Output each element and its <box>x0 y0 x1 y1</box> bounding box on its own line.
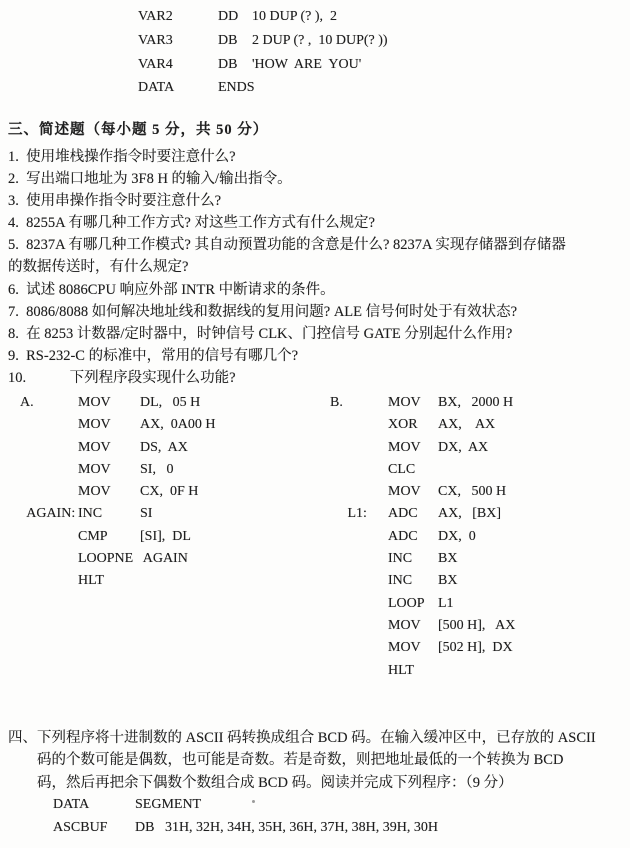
code-mnemonic: DD <box>218 9 239 24</box>
code-operands: SI <box>140 506 153 522</box>
code-line <box>330 660 515 682</box>
code-line <box>330 414 515 436</box>
code-label: A. <box>20 395 34 410</box>
question-line-9: 9. RS-232-C 的标准中，常用的信号有哪几个? <box>8 347 298 364</box>
code-line <box>20 437 215 459</box>
code-mnemonic: DB <box>218 32 238 48</box>
code-operands: CX, 0F H <box>140 484 199 500</box>
code-mnemonic: HLT <box>78 573 104 589</box>
code-line <box>53 794 596 816</box>
code-operands: DB 31H, 32H, 34H, 35H, 36H, 37H, 38H, 39H, 30H <box>135 819 438 835</box>
question-line-8: 8. 在 8253 计数器/定时器中，时钟信号 CLK、门控信号 GATE 分别起什么作用? <box>8 325 513 342</box>
code-operands: L1 <box>438 595 454 611</box>
code-label <box>330 660 388 682</box>
code-label <box>330 570 388 592</box>
code-line <box>20 481 215 503</box>
code-operands: AX, 0A00 H <box>140 417 216 433</box>
question-line-3: 3. 使用串操作指令时要注意什么? <box>8 193 222 210</box>
code-label: VAR3 <box>138 32 173 48</box>
code-operands: BX, 2000 H <box>438 395 514 410</box>
code-mnemonic: MOV <box>388 484 421 500</box>
code-label: VAR2 <box>138 9 173 24</box>
code-label <box>330 526 388 548</box>
code-operands: 2 DUP (? , 10 DUP(? )) <box>252 32 388 48</box>
code-label <box>20 459 78 481</box>
code-line <box>138 53 388 77</box>
code-line <box>138 5 388 29</box>
code-line <box>330 637 515 659</box>
code-operands: AX, [BX] <box>438 506 501 522</box>
code-operands: DS, AX <box>140 439 188 455</box>
code-line <box>20 526 215 548</box>
code-label <box>20 414 78 436</box>
code-line <box>330 593 515 615</box>
code-operands: BX <box>438 573 458 589</box>
code-line <box>330 459 515 481</box>
question-line-6: 6. 试述 8086CPU 响应外部 INTR 中断请求的条件。 <box>8 281 335 298</box>
code-mnemonic: MOV <box>78 461 111 477</box>
code-mnemonic: HLT <box>388 662 414 678</box>
code-mnemonic: MOV <box>78 395 111 410</box>
question-line-2: 2. 写出端口地址为 3F8 H 的输入/输出指令。 <box>8 171 292 188</box>
code-operands: DX, 0 <box>438 528 476 544</box>
code-line <box>138 29 388 53</box>
code-label <box>330 548 388 570</box>
code-mnemonic: MOV <box>388 617 421 633</box>
code-label <box>20 548 78 570</box>
code-operands: [SI], DL <box>140 528 191 544</box>
code-operands: DL, 05 H <box>140 395 201 410</box>
code-mnemonic: XOR <box>388 417 418 433</box>
program-b-listing <box>330 392 515 682</box>
section4-paragraph-line-2: 码的个数可能是偶数，也可能是奇数。若是奇数，则把地址最低的一个转换为 BCD <box>37 752 564 769</box>
code-line <box>330 503 515 525</box>
code-label <box>330 615 388 637</box>
code-line <box>330 437 515 459</box>
code-mnemonic: MOV <box>388 395 421 410</box>
code-label <box>330 481 388 503</box>
code-line <box>330 548 515 570</box>
code-line <box>20 459 215 481</box>
code-label: VAR4 <box>138 56 173 72</box>
code-operands: SEGMENT <box>135 797 202 813</box>
code-line <box>330 615 515 637</box>
section3-short-answer <box>8 118 566 389</box>
code-label: DATA <box>53 797 90 813</box>
code-mnemonic: ENDS <box>218 80 255 96</box>
section4-paragraph-line-1: 四、下列程序将十进制数的 ASCII 码转换成组合 BCD 码。在输入缓冲区中，已存放的 ASCII <box>8 730 596 746</box>
question-line-4: 4. 8255A 有哪几种工作方式? 对这些工作方式有什么规定? <box>8 215 375 232</box>
code-line <box>53 817 596 839</box>
code-mnemonic: MOV <box>78 484 111 500</box>
section4-code-listing <box>8 794 596 839</box>
code-operands: BX <box>438 551 458 567</box>
code-label: B. <box>330 395 343 410</box>
code-mnemonic: INC <box>388 551 413 567</box>
code-mnemonic: INC <box>78 506 103 522</box>
code-label: DATA <box>138 80 175 96</box>
code-line <box>20 503 215 525</box>
code-operands: 'HOW ARE YOU' <box>252 56 362 72</box>
code-line <box>138 76 388 100</box>
code-mnemonic: MOV <box>78 439 111 455</box>
code-line <box>330 526 515 548</box>
code-line <box>330 392 515 414</box>
code-mnemonic: CMP <box>78 528 108 544</box>
code-mnemonic: MOV <box>388 640 421 656</box>
code-line <box>20 548 215 570</box>
program-a-listing <box>20 392 215 593</box>
question-line-5: 5. 8237A 有哪几种工作模式? 其自动预置功能的含意是什么? 8237A 实现存储器到存储器 <box>8 237 566 254</box>
code-label <box>330 437 388 459</box>
code-label <box>330 637 388 659</box>
code-mnemonic: MOV <box>78 417 111 433</box>
code-operands: 10 DUP (? ), 2 <box>252 9 338 24</box>
code-operands: SI, 0 <box>140 461 174 477</box>
section4-program-completion <box>8 727 596 839</box>
code-label: AGAIN: <box>20 506 76 522</box>
code-label <box>20 481 78 503</box>
code-operands: [500 H], AX <box>438 617 516 633</box>
section4-paragraph-line-3: 码，然后再把余下偶数个数组合成 BCD 码。阅读并完成下列程序：（9 分） <box>37 774 513 791</box>
code-mnemonic: ADC <box>388 506 418 522</box>
code-line <box>20 414 215 436</box>
code-operands: AGAIN <box>140 551 188 567</box>
code-mnemonic: LOOPNE <box>78 551 134 567</box>
data-segment-listing <box>138 5 388 100</box>
question-line-1: 1. 使用堆栈操作指令时要注意什么? <box>8 149 236 165</box>
code-label: ASCBUF <box>53 819 108 835</box>
code-operands: AX, AX <box>438 417 496 433</box>
code-line <box>330 481 515 503</box>
code-mnemonic: DB <box>218 56 238 72</box>
section3-heading: 三、简述题（每小题 5 分，共 50 分） <box>8 122 269 138</box>
code-label <box>330 414 388 436</box>
code-label <box>20 526 78 548</box>
code-operands: DX, AX <box>438 439 489 455</box>
code-line <box>20 392 215 414</box>
code-mnemonic: CLC <box>388 461 416 477</box>
question-line-10: 10. 下列程序段实现什么功能? <box>8 369 236 386</box>
code-mnemonic: LOOP <box>388 595 425 611</box>
code-label <box>20 437 78 459</box>
question-line-5-wrap: 的数据传送时，有什么规定? <box>8 259 189 276</box>
scan-speck <box>252 800 255 803</box>
code-operands: [502 H], DX <box>438 640 513 656</box>
code-label <box>20 570 78 592</box>
code-mnemonic: INC <box>388 573 413 589</box>
code-label <box>330 459 388 481</box>
code-line <box>330 570 515 592</box>
code-label: L1: <box>330 506 367 522</box>
question-line-7: 7. 8086/8088 如何解决地址线和数据线的复用问题? ALE 信号何时处于有效状态? <box>8 303 518 320</box>
code-line <box>20 570 215 592</box>
code-mnemonic: MOV <box>388 439 421 455</box>
code-mnemonic: ADC <box>388 528 418 544</box>
code-label <box>330 593 388 615</box>
code-operands: CX, 500 H <box>438 484 507 500</box>
